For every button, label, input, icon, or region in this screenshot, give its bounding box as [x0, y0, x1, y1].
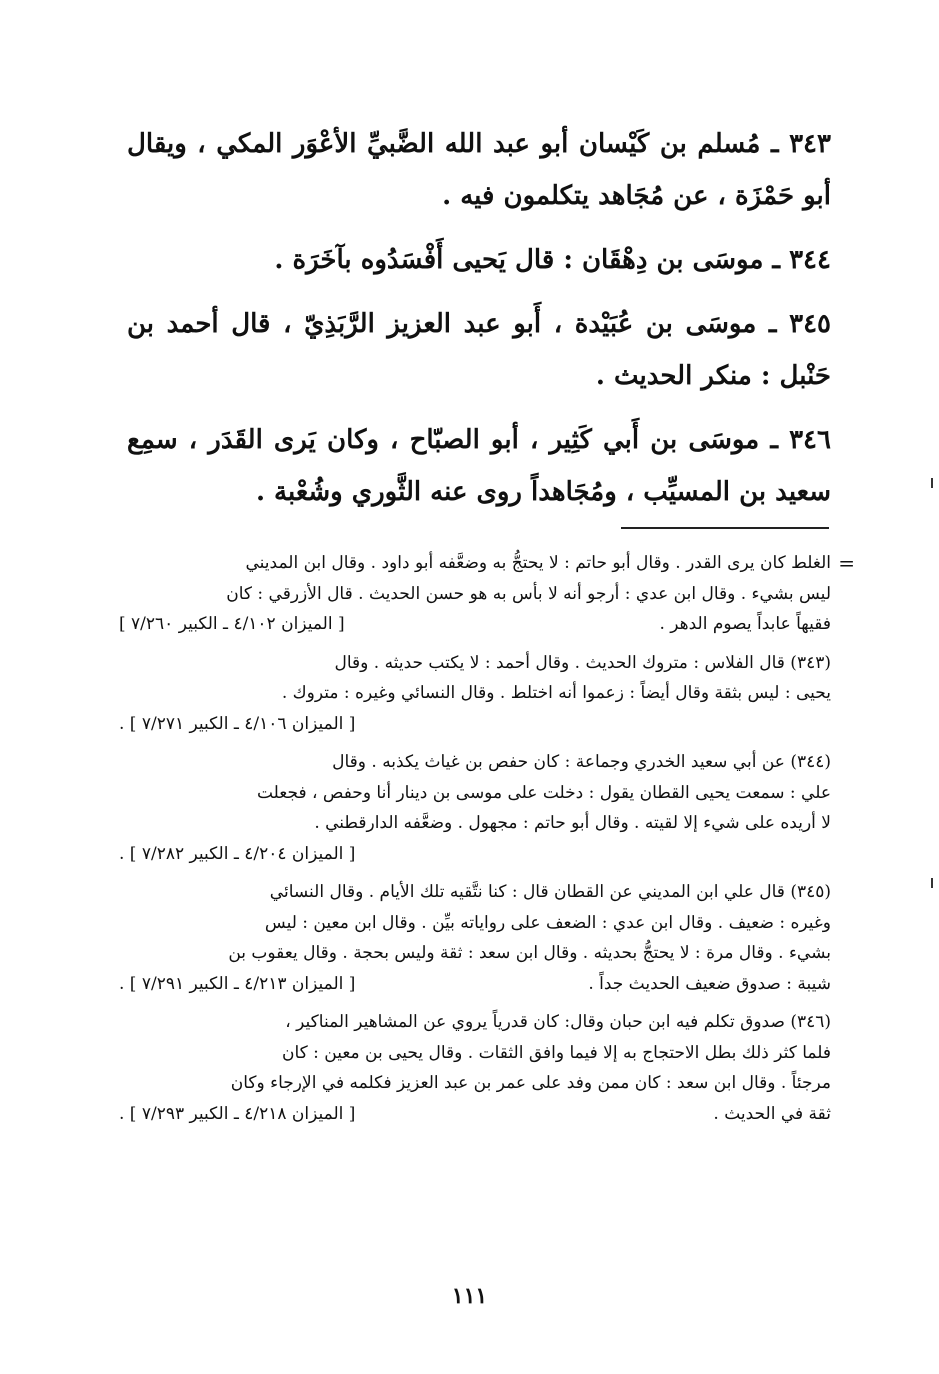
footnote-reference: [ الميزان ٤/١٠٦ ـ الكبير ٧/٢٧١ ] . — [119, 713, 356, 734]
entry-344: ٣٤٤ ـ موسَى بن دِهْقَان : قال يَحيى أَفْسَدُوه بآخَرَة . — [274, 245, 831, 275]
footnote-reference: [ الميزان ٤/١٠٢ ـ الكبير ٧/٢٦٠ ] — [119, 614, 345, 634]
footnote-line: يحيى : ليس بثقة وقال أيضاً : زعموا أنه اختلط . وقال النسائي وغيره : متروك . — [281, 683, 831, 703]
footnote-line: ليس بشيء . وقال ابن عدي : أرجو أنه لا بأس به هو حسن الحديث . قال الأزرقي : كان — [226, 583, 831, 604]
footnote-reference: [ الميزان ٤/٢١٨ ـ الكبير ٧/٢٩٣ ] . — [119, 1103, 356, 1124]
footnote-last-line — [119, 609, 831, 640]
entry-343: ٣٤٣ ـ مُسلم بن كَيْسان أبو عبد الله الضَّبيِّ الأعْوَر المكي ، ويقال أبو حَمْزَة ، عن مُجَاهد يتكلمون فيه . — [127, 129, 831, 211]
footnote-line: (٣٤٦) صدوق تكلم فيه ابن حبان وقال: كان قدرياً يروي عن المشاهير المناكير ، — [285, 1012, 831, 1032]
footnote-line: مرجئاً . وقال ابن سعد : كان ممن وفد على عمر بن عبد العزيز فكلمه في الإرجاء وكان — [230, 1073, 831, 1093]
footnote-line: علي : سمعت يحيى القطان يقول : دخلت على موسى بن دينار أنا وحفص ، فجعلت — [256, 782, 831, 803]
footnote-344 — [119, 747, 831, 869]
continuation-mark: = — [838, 551, 855, 575]
footnote-line: لا أريده على شيء إلا لقيته . وقال أبو حاتم : مجهول . وضعَّفه الدارقطني . — [314, 813, 831, 833]
footnote-reference: [ الميزان ٤/٢٠٤ ـ الكبير ٧/٢٨٢ ] . — [119, 843, 356, 864]
footnote-line: (٣٤٤) عن أبي سعيد الخدري وجماعة : كان حفص بن غياث يكذبه . وقال — [332, 752, 831, 772]
footnotes — [119, 548, 855, 1137]
entry-346: ٣٤٦ ـ موسَى بن أَبي كَثِير ، أبو الصبّاح ، وكان يَرى القَدَر ، سمِع سعيد بن المسيِّب ، ومُجَاهداً روى عنه الثَّوري وشُعْبة . — [127, 425, 831, 507]
footnote-last-line — [119, 839, 831, 870]
footnote-line: (٣٤٣) قال الفلاس : متروك الحديث . وقال أحمد : لا يكتب حديثه . وقال — [334, 652, 831, 673]
footnote-line: بشيء . وقال مرة : لا يحتجُّ بحديثه . وقال ابن سعد : ثقة وليس بحجة . وقال يعقوب بن — [228, 943, 831, 963]
page-number: ١١١ — [451, 1283, 488, 1309]
footnote-346 — [119, 1007, 831, 1129]
footnote-text: شيبة : صدوق ضعيف الحديث جداً . — [588, 973, 831, 994]
footnote-line: الغلط كان يرى القدر . وقال أبو حاتم : لا يحتجُّ به وضعَّفه أبو داود . وقال ابن المديني — [245, 553, 831, 573]
footnote-line: وغيره : ضعيف . وقال ابن عدي : الضعف على رواياته بيِّن . وقال ابن معين : ليس — [264, 912, 831, 933]
biographical-entries — [127, 118, 831, 530]
footnote-last-line — [119, 969, 831, 1000]
footnote-last-line — [119, 709, 831, 740]
footnote-reference: [ الميزان ٤/٢١٣ ـ الكبير ٧/٢٩١ ] . — [119, 973, 356, 994]
footnote-divider — [621, 527, 829, 529]
footnote-last-line — [119, 1099, 831, 1130]
entry-345: ٣٤٥ ـ موسَى بن عُبَيْدة ، أَبو عبد العزيز الرَّبَذِيّ ، قال أحمد بن حَنْبل : منكر الحديث . — [127, 309, 832, 391]
footnote-text: ثقة في الحديث . — [713, 1103, 831, 1124]
footnote-text: فقيهاً عابداً يصوم الدهر . — [659, 614, 831, 634]
scan-edge-mark — [931, 878, 933, 888]
footnote-line: (٣٤٥) قال علي ابن المديني عن القطان قال : كنا نتَّقيه تلك الأيام . وقال النسائي — [269, 882, 831, 902]
footnote-continued — [119, 548, 855, 640]
scan-edge-mark — [931, 478, 933, 488]
footnote-345 — [119, 877, 831, 999]
footnote-line: فلما كثر ذلك بطل الاحتجاج به إلا فيما وافق الثقات . وقال يحيى بن معين : كان — [281, 1042, 831, 1063]
footnote-343 — [119, 648, 831, 740]
